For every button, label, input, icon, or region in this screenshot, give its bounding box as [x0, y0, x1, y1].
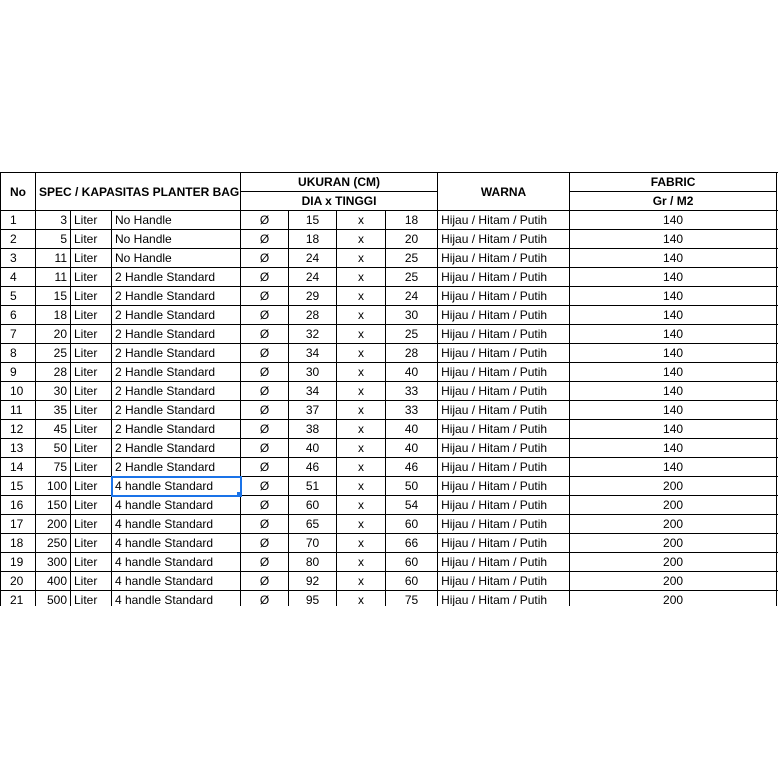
- cell-unit[interactable]: Liter: [71, 401, 112, 420]
- cell-times[interactable]: x: [337, 439, 386, 458]
- cell-unit[interactable]: Liter: [71, 287, 112, 306]
- cell-height[interactable]: 66: [386, 534, 438, 553]
- cell-handle[interactable]: 4 handle Standard: [112, 572, 241, 591]
- cell-gsm[interactable]: 140: [570, 363, 777, 382]
- cell-no[interactable]: 4: [1, 268, 36, 287]
- cell-diameter[interactable]: 24: [289, 268, 337, 287]
- cell-handle[interactable]: No Handle: [112, 230, 241, 249]
- cell-unit[interactable]: Liter: [71, 572, 112, 591]
- cell-diameter-symbol[interactable]: Ø: [241, 211, 289, 230]
- cell-gsm[interactable]: 200: [570, 515, 777, 534]
- table-row: [1, 249, 778, 268]
- cell-times[interactable]: x: [337, 306, 386, 325]
- cell-handle[interactable]: 4 handle Standard: [112, 553, 241, 572]
- cell-capacity[interactable]: 150: [36, 496, 71, 515]
- cell-height[interactable]: 54: [386, 496, 438, 515]
- cell-times[interactable]: x: [337, 268, 386, 287]
- cell-capacity[interactable]: 500: [36, 591, 71, 607]
- cell-unit[interactable]: Liter: [71, 477, 112, 496]
- cell-times[interactable]: x: [337, 249, 386, 268]
- cell-times[interactable]: x: [337, 325, 386, 344]
- cell-color[interactable]: Hijau / Hitam / Putih: [438, 572, 570, 591]
- table-row: [1, 325, 778, 344]
- cell-diameter[interactable]: 92: [289, 572, 337, 591]
- header-gsm[interactable]: Gr / M2: [570, 192, 777, 211]
- cell-capacity[interactable]: 200: [36, 515, 71, 534]
- cell-no[interactable]: 11: [1, 401, 36, 420]
- cell-diameter-symbol[interactable]: Ø: [241, 515, 289, 534]
- cell-no[interactable]: 16: [1, 496, 36, 515]
- cell-diameter[interactable]: 15: [289, 211, 337, 230]
- table-row: [1, 553, 778, 572]
- cell-capacity[interactable]: 250: [36, 534, 71, 553]
- cell-color[interactable]: Hijau / Hitam / Putih: [438, 287, 570, 306]
- cell-diameter[interactable]: 37: [289, 401, 337, 420]
- cell-color[interactable]: Hijau / Hitam / Putih: [438, 439, 570, 458]
- table-row: [1, 458, 778, 477]
- cell-diameter[interactable]: 60: [289, 496, 337, 515]
- cell-gsm[interactable]: 140: [570, 211, 777, 230]
- cell-handle[interactable]: 2 Handle Standard: [112, 439, 241, 458]
- cell-no[interactable]: 1: [1, 211, 36, 230]
- cell-capacity[interactable]: 45: [36, 420, 71, 439]
- cell-times[interactable]: x: [337, 420, 386, 439]
- cell-gsm[interactable]: 140: [570, 249, 777, 268]
- cell-times[interactable]: x: [337, 211, 386, 230]
- cell-gsm[interactable]: 140: [570, 420, 777, 439]
- cell-color[interactable]: Hijau / Hitam / Putih: [438, 458, 570, 477]
- cell-height[interactable]: 46: [386, 458, 438, 477]
- cell-capacity[interactable]: 5: [36, 230, 71, 249]
- cell-no[interactable]: 2: [1, 230, 36, 249]
- cell-times[interactable]: x: [337, 363, 386, 382]
- cell-diameter[interactable]: 24: [289, 249, 337, 268]
- cell-gsm[interactable]: 200: [570, 591, 777, 607]
- cell-diameter-symbol[interactable]: Ø: [241, 477, 289, 496]
- selection-fill-handle[interactable]: [236, 491, 241, 496]
- cell-gsm[interactable]: 140: [570, 325, 777, 344]
- cell-unit[interactable]: Liter: [71, 325, 112, 344]
- cell-no[interactable]: 9: [1, 363, 36, 382]
- cell-diameter[interactable]: 80: [289, 553, 337, 572]
- cell-diameter[interactable]: 28: [289, 306, 337, 325]
- cell-color[interactable]: Hijau / Hitam / Putih: [438, 553, 570, 572]
- cell-unit[interactable]: Liter: [71, 515, 112, 534]
- header-no[interactable]: No: [1, 173, 36, 211]
- cell-unit[interactable]: Liter: [71, 553, 112, 572]
- cell-handle[interactable]: 2 Handle Standard: [112, 306, 241, 325]
- cell-gsm[interactable]: 200: [570, 572, 777, 591]
- cell-diameter[interactable]: 51: [289, 477, 337, 496]
- cell-times[interactable]: x: [337, 344, 386, 363]
- cell-color[interactable]: Hijau / Hitam / Putih: [438, 496, 570, 515]
- cell-no[interactable]: 21: [1, 591, 36, 607]
- spreadsheet-grid[interactable]: [0, 172, 778, 606]
- cell-diameter[interactable]: 70: [289, 534, 337, 553]
- cell-no[interactable]: 6: [1, 306, 36, 325]
- cell-gsm[interactable]: 140: [570, 458, 777, 477]
- cell-unit[interactable]: Liter: [71, 230, 112, 249]
- cell-height[interactable]: 40: [386, 363, 438, 382]
- cell-no[interactable]: 20: [1, 572, 36, 591]
- cell-height[interactable]: 40: [386, 439, 438, 458]
- cell-handle[interactable]: 2 Handle Standard: [112, 325, 241, 344]
- cell-handle[interactable]: No Handle: [112, 211, 241, 230]
- cell-times[interactable]: x: [337, 591, 386, 607]
- cell-capacity[interactable]: 75: [36, 458, 71, 477]
- cell-height[interactable]: 25: [386, 325, 438, 344]
- cell-times[interactable]: x: [337, 230, 386, 249]
- cell-gsm[interactable]: 200: [570, 553, 777, 572]
- cell-color[interactable]: Hijau / Hitam / Putih: [438, 534, 570, 553]
- cell-no[interactable]: 18: [1, 534, 36, 553]
- cell-color[interactable]: Hijau / Hitam / Putih: [438, 268, 570, 287]
- cell-diameter-symbol[interactable]: Ø: [241, 572, 289, 591]
- cell-diameter-symbol[interactable]: Ø: [241, 496, 289, 515]
- cell-gsm[interactable]: 140: [570, 382, 777, 401]
- cell-diameter[interactable]: 46: [289, 458, 337, 477]
- cell-times[interactable]: x: [337, 287, 386, 306]
- cell-times[interactable]: x: [337, 496, 386, 515]
- cell-times[interactable]: x: [337, 382, 386, 401]
- cell-diameter[interactable]: 65: [289, 515, 337, 534]
- cell-unit[interactable]: Liter: [71, 363, 112, 382]
- table-row: [1, 268, 778, 287]
- table-row: [1, 230, 778, 249]
- cell-diameter-symbol[interactable]: Ø: [241, 458, 289, 477]
- cell-unit[interactable]: Liter: [71, 268, 112, 287]
- planter-bag-spec-table: [0, 172, 778, 606]
- cell-handle[interactable]: 2 Handle Standard: [112, 287, 241, 306]
- cell-times[interactable]: x: [337, 401, 386, 420]
- cell-unit[interactable]: Liter: [71, 439, 112, 458]
- cell-handle[interactable]: 2 Handle Standard: [112, 458, 241, 477]
- cell-unit[interactable]: Liter: [71, 382, 112, 401]
- table-row: [1, 439, 778, 458]
- table-row: [1, 572, 778, 591]
- cell-color[interactable]: Hijau / Hitam / Putih: [438, 591, 570, 607]
- cell-color[interactable]: Hijau / Hitam / Putih: [438, 382, 570, 401]
- header-dia-tinggi[interactable]: DIA x TINGGI: [241, 192, 438, 211]
- cell-height[interactable]: 20: [386, 230, 438, 249]
- cell-capacity[interactable]: 11: [36, 268, 71, 287]
- cell-diameter-symbol[interactable]: Ø: [241, 382, 289, 401]
- cell-height[interactable]: 50: [386, 477, 438, 496]
- cell-unit[interactable]: Liter: [71, 420, 112, 439]
- cell-color[interactable]: Hijau / Hitam / Putih: [438, 249, 570, 268]
- cell-height[interactable]: 33: [386, 401, 438, 420]
- cell-handle[interactable]: No Handle: [112, 249, 241, 268]
- cell-handle[interactable]: 2 Handle Standard: [112, 268, 241, 287]
- cell-capacity[interactable]: 28: [36, 363, 71, 382]
- cell-no[interactable]: 8: [1, 344, 36, 363]
- cell-capacity[interactable]: 100: [36, 477, 71, 496]
- cell-diameter-symbol[interactable]: Ø: [241, 325, 289, 344]
- table-row: [1, 382, 778, 401]
- table-row: [1, 211, 778, 230]
- header-fabric[interactable]: FABRIC: [570, 173, 777, 192]
- cell-diameter-symbol[interactable]: Ø: [241, 344, 289, 363]
- table-row: [1, 401, 778, 420]
- cell-color[interactable]: Hijau / Hitam / Putih: [438, 363, 570, 382]
- cell-height[interactable]: 24: [386, 287, 438, 306]
- cell-height[interactable]: 60: [386, 515, 438, 534]
- cell-height[interactable]: 28: [386, 344, 438, 363]
- cell-diameter[interactable]: 30: [289, 363, 337, 382]
- cell-gsm[interactable]: 140: [570, 401, 777, 420]
- table-row: [1, 515, 778, 534]
- cell-no[interactable]: 10: [1, 382, 36, 401]
- cell-color[interactable]: Hijau / Hitam / Putih: [438, 420, 570, 439]
- cell-color[interactable]: Hijau / Hitam / Putih: [438, 515, 570, 534]
- cell-times[interactable]: x: [337, 553, 386, 572]
- header-spec[interactable]: SPEC / KAPASITAS PLANTER BAG: [36, 173, 241, 211]
- cell-diameter[interactable]: 32: [289, 325, 337, 344]
- table-row: [1, 420, 778, 439]
- cell-gsm[interactable]: 200: [570, 496, 777, 515]
- cell-gsm[interactable]: 140: [570, 287, 777, 306]
- cell-diameter[interactable]: 34: [289, 382, 337, 401]
- cell-diameter[interactable]: 18: [289, 230, 337, 249]
- cell-handle[interactable]: 4 handle Standard: [112, 591, 241, 607]
- cell-color[interactable]: Hijau / Hitam / Putih: [438, 325, 570, 344]
- cell-diameter[interactable]: 38: [289, 420, 337, 439]
- cell-diameter-symbol[interactable]: Ø: [241, 287, 289, 306]
- table-row: [1, 306, 778, 325]
- cell-capacity[interactable]: 3: [36, 211, 71, 230]
- cell-height[interactable]: 33: [386, 382, 438, 401]
- cell-no[interactable]: 5: [1, 287, 36, 306]
- cell-diameter-symbol[interactable]: Ø: [241, 401, 289, 420]
- cell-height[interactable]: 75: [386, 591, 438, 607]
- cell-capacity[interactable]: 30: [36, 382, 71, 401]
- cell-capacity[interactable]: 300: [36, 553, 71, 572]
- cell-color[interactable]: Hijau / Hitam / Putih: [438, 344, 570, 363]
- cell-diameter[interactable]: 29: [289, 287, 337, 306]
- table-row: [1, 477, 778, 496]
- cell-gsm[interactable]: 140: [570, 268, 777, 287]
- cell-times[interactable]: x: [337, 534, 386, 553]
- cell-color[interactable]: Hijau / Hitam / Putih: [438, 230, 570, 249]
- cell-color[interactable]: Hijau / Hitam / Putih: [438, 477, 570, 496]
- cell-no[interactable]: 15: [1, 477, 36, 496]
- cell-unit[interactable]: Liter: [71, 458, 112, 477]
- cell-no[interactable]: 17: [1, 515, 36, 534]
- cell-handle[interactable]: 2 Handle Standard: [112, 382, 241, 401]
- cell-no[interactable]: 14: [1, 458, 36, 477]
- cell-gsm[interactable]: 140: [570, 230, 777, 249]
- cell-unit[interactable]: Liter: [71, 306, 112, 325]
- cell-unit[interactable]: Liter: [71, 249, 112, 268]
- cell-times[interactable]: x: [337, 572, 386, 591]
- cell-diameter-symbol[interactable]: Ø: [241, 230, 289, 249]
- cell-gsm[interactable]: 200: [570, 477, 777, 496]
- table-row: [1, 287, 778, 306]
- table-row: [1, 344, 778, 363]
- cell-color[interactable]: Hijau / Hitam / Putih: [438, 306, 570, 325]
- cell-height[interactable]: 30: [386, 306, 438, 325]
- cell-diameter-symbol[interactable]: Ø: [241, 268, 289, 287]
- cell-no[interactable]: 12: [1, 420, 36, 439]
- table-row: [1, 534, 778, 553]
- cell-gsm[interactable]: 140: [570, 306, 777, 325]
- header-warna[interactable]: WARNA: [438, 173, 570, 211]
- header-ukuran[interactable]: UKURAN (CM): [241, 173, 438, 192]
- cell-times[interactable]: x: [337, 458, 386, 477]
- cell-diameter-symbol[interactable]: Ø: [241, 534, 289, 553]
- cell-handle[interactable]: 2 Handle Standard: [112, 420, 241, 439]
- cell-handle[interactable]: 4 handle Standard: [112, 477, 241, 496]
- cell-no[interactable]: 3: [1, 249, 36, 268]
- cell-unit[interactable]: Liter: [71, 591, 112, 607]
- cell-diameter-symbol[interactable]: Ø: [241, 249, 289, 268]
- cell-height[interactable]: 60: [386, 553, 438, 572]
- cell-capacity[interactable]: 18: [36, 306, 71, 325]
- cell-diameter-symbol[interactable]: Ø: [241, 363, 289, 382]
- cell-unit[interactable]: Liter: [71, 496, 112, 515]
- cell-times[interactable]: x: [337, 477, 386, 496]
- cell-diameter-symbol[interactable]: Ø: [241, 439, 289, 458]
- cell-capacity[interactable]: 15: [36, 287, 71, 306]
- cell-gsm[interactable]: 140: [570, 344, 777, 363]
- cell-height[interactable]: 40: [386, 420, 438, 439]
- cell-capacity[interactable]: 11: [36, 249, 71, 268]
- cell-diameter-symbol[interactable]: Ø: [241, 591, 289, 607]
- table-row: [1, 496, 778, 515]
- cell-times[interactable]: x: [337, 515, 386, 534]
- cell-height[interactable]: 25: [386, 249, 438, 268]
- cell-diameter[interactable]: 95: [289, 591, 337, 607]
- cell-capacity[interactable]: 25: [36, 344, 71, 363]
- cell-no[interactable]: 7: [1, 325, 36, 344]
- cell-handle[interactable]: 2 Handle Standard: [112, 344, 241, 363]
- cell-unit[interactable]: Liter: [71, 211, 112, 230]
- cell-capacity[interactable]: 20: [36, 325, 71, 344]
- cell-diameter[interactable]: 40: [289, 439, 337, 458]
- cell-gsm[interactable]: 200: [570, 534, 777, 553]
- cell-unit[interactable]: Liter: [71, 534, 112, 553]
- table-row: [1, 591, 778, 607]
- cell-diameter-symbol[interactable]: Ø: [241, 306, 289, 325]
- cell-no[interactable]: 13: [1, 439, 36, 458]
- cell-diameter-symbol[interactable]: Ø: [241, 420, 289, 439]
- cell-capacity[interactable]: 400: [36, 572, 71, 591]
- cell-unit[interactable]: Liter: [71, 344, 112, 363]
- cell-handle[interactable]: 2 Handle Standard: [112, 363, 241, 382]
- cell-height[interactable]: 60: [386, 572, 438, 591]
- cell-capacity[interactable]: 35: [36, 401, 71, 420]
- cell-handle[interactable]: 4 handle Standard: [112, 496, 241, 515]
- cell-diameter-symbol[interactable]: Ø: [241, 553, 289, 572]
- cell-capacity[interactable]: 50: [36, 439, 71, 458]
- cell-handle[interactable]: 4 handle Standard: [112, 534, 241, 553]
- cell-handle[interactable]: 4 handle Standard: [112, 515, 241, 534]
- cell-color[interactable]: Hijau / Hitam / Putih: [438, 401, 570, 420]
- cell-gsm[interactable]: 140: [570, 439, 777, 458]
- cell-diameter[interactable]: 34: [289, 344, 337, 363]
- cell-handle[interactable]: 2 Handle Standard: [112, 401, 241, 420]
- table-row: [1, 363, 778, 382]
- cell-height[interactable]: 25: [386, 268, 438, 287]
- cell-color[interactable]: Hijau / Hitam / Putih: [438, 211, 570, 230]
- cell-no[interactable]: 19: [1, 553, 36, 572]
- cell-height[interactable]: 18: [386, 211, 438, 230]
